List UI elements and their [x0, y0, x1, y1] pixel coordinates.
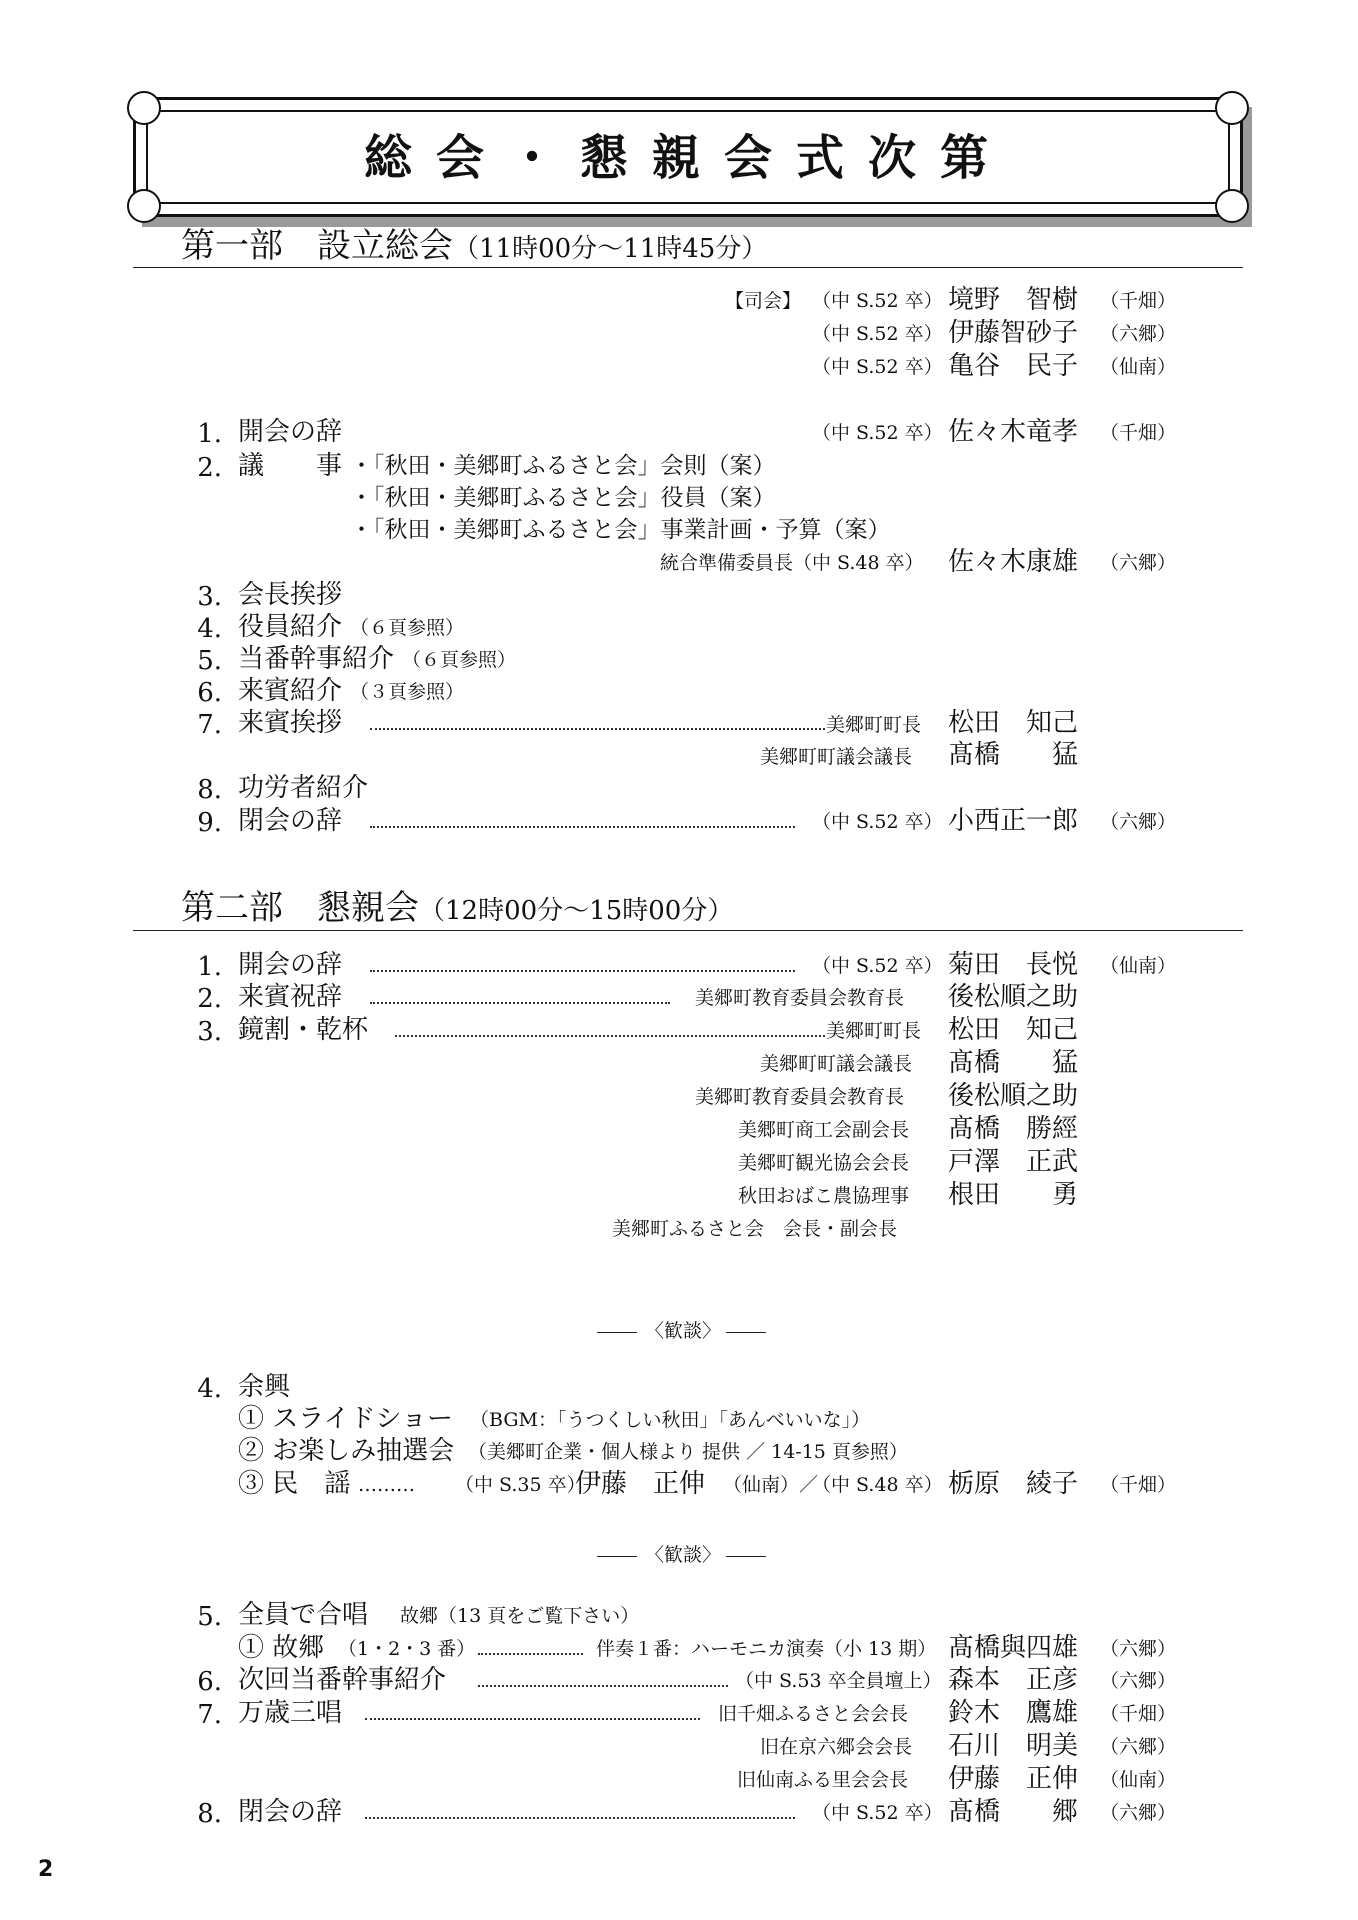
guest-role: 美郷町教育委員会教育長	[695, 1086, 905, 1108]
mc-role: （中 S.52 卒）	[812, 290, 943, 312]
item-number: 7.	[197, 710, 222, 740]
mc-role: （中 S.52 卒）	[812, 356, 943, 378]
subitem-label: ② お楽しみ抽選会	[238, 1436, 455, 1466]
intermission-label: 〈歓談〉	[645, 1320, 722, 1342]
divider	[726, 1332, 766, 1333]
subitem-label: ① スライドショー	[238, 1404, 453, 1434]
leader-dots	[478, 1685, 728, 1687]
item-number: 7.	[197, 1700, 222, 1730]
subitem-note: （BGM：「うつくしい秋田」「あんべいいな」）	[470, 1409, 871, 1431]
item-role: （中 S.52 卒）	[812, 1802, 943, 1824]
item-origin: （仙南）	[1100, 1769, 1177, 1791]
mc-origin: （千畑）	[1100, 290, 1177, 312]
item-label: 閉会の辞	[238, 806, 343, 836]
part1-rule	[133, 267, 1243, 268]
item-origin: （仙南）	[1100, 955, 1177, 977]
guest-name: 髙橋 勝經	[948, 1114, 1079, 1144]
item-role: 統合準備委員長（中 S.48 卒）	[660, 552, 924, 574]
item-role: （中 S.48 卒）	[812, 1474, 943, 1496]
guest-name: 戸澤 正武	[948, 1147, 1079, 1177]
item-role: 旧在京六郷会会長	[760, 1736, 913, 1758]
item-role: 美郷町町議会議長	[760, 746, 913, 768]
item-role: 旧千畑ふるさと会会長	[718, 1703, 909, 1725]
item-person: 鈴木 鷹雄	[948, 1698, 1079, 1728]
item-person: 石川 明美	[948, 1731, 1079, 1761]
item-role: 伴奏１番：ハーモニカ演奏（小 13 期）	[596, 1638, 937, 1660]
item-label: 閉会の辞	[238, 1797, 343, 1827]
subitem-note: （1・2・3 番）	[338, 1638, 476, 1660]
item-number: 8.	[197, 775, 222, 805]
item-origin: （六郷）	[1100, 1802, 1177, 1824]
item-label: 次回当番幹事紹介	[238, 1665, 447, 1695]
item-number: 3.	[197, 1017, 222, 1047]
guest-role: 美郷町町議会議長	[760, 1053, 913, 1075]
item-origin: （六郷）	[1100, 1670, 1177, 1692]
agenda-subitem: ・「秋田・美郷町ふるさと会」役員（案）	[350, 485, 776, 511]
item-origin: （仙南）／	[723, 1474, 819, 1496]
item-number: 4.	[197, 1374, 222, 1404]
agenda-subitem: ・「秋田・美郷町ふるさと会」事業計画・予算（案）	[350, 517, 891, 543]
item-number: 5.	[197, 1602, 222, 1632]
item-number: 6.	[197, 678, 222, 708]
guest-name: 後松順之助	[948, 1081, 1079, 1111]
guest-role: 美郷町商工会副会長	[738, 1119, 910, 1141]
part1-heading-text: 第一部 設立総会	[181, 226, 453, 266]
part2-heading	[181, 880, 733, 929]
item-number: 1.	[197, 952, 222, 982]
intermission-label: 〈歓談〉	[645, 1544, 722, 1566]
item-origin: （千畑）	[1100, 422, 1177, 444]
divider	[726, 1556, 766, 1557]
item-role: （中 S.52 卒）	[812, 811, 943, 833]
item-role: （中 S.53 卒全員壇上）	[735, 1670, 942, 1692]
item-role: （中 S.35 卒）	[455, 1474, 586, 1496]
leader-dots-text: ………	[358, 1474, 415, 1496]
item-person: 髙橋與四雄	[948, 1633, 1079, 1663]
guest-name: 髙橋 猛	[948, 1048, 1079, 1078]
item-number: 4.	[197, 614, 222, 644]
item-label: 来賓紹介	[238, 676, 343, 706]
mc-name: 亀谷 民子	[948, 351, 1079, 381]
leader-dots	[478, 1653, 583, 1655]
item-role: 美郷町教育委員会教育長	[695, 987, 905, 1009]
item-origin: （六郷）	[1100, 811, 1177, 833]
page-number: 2	[38, 1857, 54, 1882]
subitem-note: （美郷町企業・個人様より 提供 ／ 14-15 頁参照）	[468, 1441, 908, 1463]
item-number: 3.	[197, 582, 222, 612]
divider	[597, 1332, 637, 1333]
leader-dots	[370, 728, 825, 730]
item-role: 美郷町町長	[826, 1020, 922, 1042]
frame-corner-ornament	[127, 189, 161, 223]
item-label: 来賓祝辞	[238, 982, 343, 1012]
item-role: 美郷町町長	[826, 714, 922, 736]
guest-role: 美郷町観光協会会長	[738, 1152, 910, 1174]
part2-heading-text: 第二部 懇親会	[181, 888, 419, 928]
item-number: 9.	[197, 808, 222, 838]
item-origin: （六郷）	[1100, 1736, 1177, 1758]
item-role: （中 S.52 卒）	[812, 955, 943, 977]
item-person: 松田 知己	[948, 1015, 1079, 1045]
item-person: 菊田 長悦	[948, 950, 1079, 980]
item-origin: （千畑）	[1100, 1703, 1177, 1725]
item-note: （３頁参照）	[350, 681, 465, 703]
part1-heading	[181, 218, 767, 267]
page-title: 総会・懇親会式次第	[363, 130, 1012, 186]
item-person: 伊藤 正伸	[575, 1469, 706, 1499]
part2-rule	[133, 930, 1243, 931]
item-person: 後松順之助	[948, 982, 1079, 1012]
mc-label: 【司会】	[725, 290, 802, 312]
leader-dots	[370, 826, 795, 828]
item-label: 来賓挨拶	[238, 708, 343, 738]
leader-dots	[365, 1718, 700, 1720]
frame-corner-ornament	[1215, 189, 1249, 223]
agenda-subitem: ・「秋田・美郷町ふるさと会」会則（案）	[350, 453, 776, 479]
item-person: 伊藤 正伸	[948, 1764, 1079, 1794]
item-number: 6.	[197, 1667, 222, 1697]
item-label: 会長挨拶	[238, 580, 343, 610]
leader-dots	[370, 1002, 670, 1004]
item-number: 1.	[197, 419, 222, 449]
item-person: 髙橋 郷	[948, 1797, 1079, 1827]
item-note: 故郷（13 頁をご覧下さい）	[400, 1605, 640, 1627]
mc-name: 伊藤智砂子	[948, 318, 1079, 348]
item-label: 当番幹事紹介	[238, 644, 395, 674]
leader-dots	[370, 970, 795, 972]
item-label: 役員紹介	[238, 612, 343, 642]
item-person: 佐々木竜孝	[948, 417, 1079, 447]
item-origin: （六郷）	[1100, 552, 1177, 574]
item-role: （中 S.52 卒）	[812, 422, 943, 444]
leader-dots	[395, 1035, 825, 1037]
item-label: 余興	[238, 1372, 291, 1402]
item-note: （６頁参照）	[350, 617, 465, 639]
item-origin: （六郷）	[1100, 1638, 1177, 1660]
item-person: 栃原 綾子	[948, 1469, 1079, 1499]
item-person: 森本 正彦	[948, 1665, 1079, 1695]
title-frame	[133, 97, 1243, 217]
part1-time: （11時00分〜11時45分）	[453, 234, 768, 264]
mc-name: 境野 智樹	[948, 285, 1079, 315]
item-note: （６頁参照）	[402, 649, 517, 671]
item-label: 開会の辞	[238, 950, 343, 980]
item-label: 万歳三唱	[238, 1698, 343, 1728]
item-role: 旧仙南ふる里会会長	[737, 1769, 909, 1791]
item-number: 8.	[197, 1799, 222, 1829]
mc-origin: （六郷）	[1100, 323, 1177, 345]
item-label: 功労者紹介	[238, 773, 369, 803]
item-label: 開会の辞	[238, 417, 343, 447]
item-person: 松田 知己	[948, 708, 1079, 738]
item-number: 2.	[197, 453, 222, 483]
divider	[597, 1556, 637, 1557]
part2-time: （12時00分〜15時00分）	[419, 896, 734, 926]
item-label: 全員で合唱	[238, 1600, 369, 1630]
item-person: 髙橋 猛	[948, 740, 1079, 770]
mc-origin: （仙南）	[1100, 356, 1177, 378]
leader-dots	[365, 1817, 795, 1819]
guest-name: 根田 勇	[948, 1180, 1079, 1210]
item-number: 5.	[197, 646, 222, 676]
subitem-label: ① 故郷	[238, 1633, 325, 1663]
guest-role: 秋田おばこ農協理事	[738, 1185, 910, 1207]
subitem-label: ③ 民 謡	[238, 1469, 351, 1499]
item-person: 佐々木康雄	[948, 547, 1079, 577]
item-label: 鏡割・乾杯	[238, 1015, 369, 1045]
guest-group: 美郷町ふるさと会 会長・副会長	[612, 1218, 898, 1240]
mc-role: （中 S.52 卒）	[812, 323, 943, 345]
item-person: 小西正一郎	[948, 806, 1079, 836]
item-label: 議 事	[238, 451, 343, 481]
item-origin: （千畑）	[1100, 1474, 1177, 1496]
item-number: 2.	[197, 984, 222, 1014]
